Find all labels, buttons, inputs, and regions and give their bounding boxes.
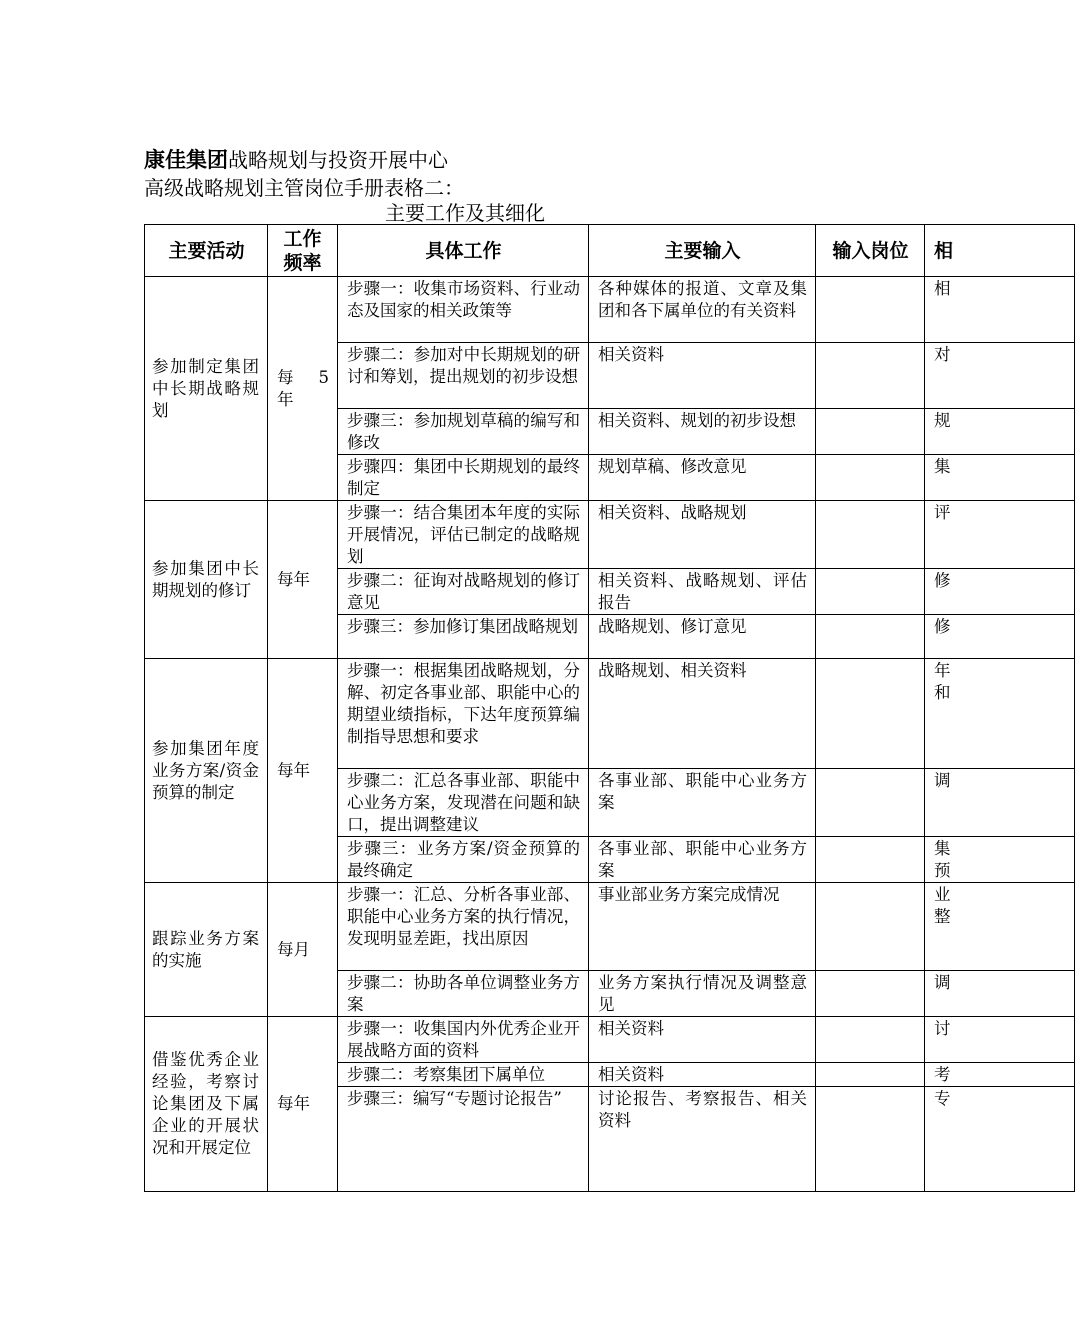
input-cell: 相关资料、战略规划 <box>589 501 816 569</box>
input-post-cell <box>816 409 925 455</box>
work-step-cell: 步骤三：业务方案/资金预算的最终确定 <box>338 837 589 883</box>
work-step-cell: 步骤四：集团中长期规划的最终制定 <box>338 455 589 501</box>
work-step-cell: 步骤一：汇总、分析各事业部、职能中心业务方案的执行情况，发现明显差距，找出原因 <box>338 883 589 971</box>
input-post-cell <box>816 615 925 659</box>
input-post-cell <box>816 569 925 615</box>
input-post-cell <box>816 277 925 343</box>
output-cell: 考 <box>925 1063 1075 1087</box>
work-step-cell: 步骤一：根据集团战略规划，分解、初定各事业部、职能中心的期望业绩指标，下达年度预算编制指导思想和要求 <box>338 659 589 769</box>
activity-cell: 参加集团年度业务方案/资金预算的制定 <box>145 659 268 883</box>
activity-cell: 借鉴优秀企业经验，考察讨论集团及下属企业的开展状况和开展定位 <box>145 1017 268 1192</box>
column-header-output: 相 <box>925 225 1075 277</box>
document-header <box>144 146 448 174</box>
input-post-cell <box>816 659 925 769</box>
output-cell: 调 <box>925 971 1075 1017</box>
department-name: 战略规划与投资开展中心 <box>228 148 448 172</box>
frequency-cell: 每年 <box>268 659 338 883</box>
input-post-cell <box>816 971 925 1017</box>
input-cell: 各事业部、职能中心业务方案 <box>589 837 816 883</box>
input-cell: 相关资料、战略规划、评估报告 <box>589 569 816 615</box>
output-cell: 相 <box>925 277 1075 343</box>
output-cell: 业 整 <box>925 883 1075 971</box>
work-step-cell: 步骤一：收集国内外优秀企业开展战略方面的资料 <box>338 1017 589 1063</box>
table-row <box>145 1017 1075 1063</box>
company-name: 康佳集团 <box>144 148 228 172</box>
column-header-activity: 主要活动 <box>145 225 268 277</box>
table-row <box>145 659 1075 769</box>
output-cell: 集 预 <box>925 837 1075 883</box>
frequency-cell: 每年 <box>268 501 338 659</box>
input-post-cell <box>816 883 925 971</box>
activity-cell: 参加制定集团中长期战略规划 <box>145 277 268 501</box>
input-post-cell <box>816 343 925 409</box>
input-cell: 相关资料 <box>589 1017 816 1063</box>
column-header-input: 主要输入 <box>589 225 816 277</box>
input-cell: 相关资料 <box>589 1063 816 1087</box>
input-cell: 相关资料、规划的初步设想 <box>589 409 816 455</box>
table-row <box>145 501 1075 569</box>
input-post-cell <box>816 769 925 837</box>
output-cell: 规 <box>925 409 1075 455</box>
input-post-cell <box>816 501 925 569</box>
work-breakdown-table-container <box>144 224 954 1192</box>
output-cell: 集 <box>925 455 1075 501</box>
work-step-cell: 步骤二：征询对战略规划的修订意见 <box>338 569 589 615</box>
work-step-cell: 步骤二：汇总各事业部、职能中心业务方案，发现潜在问题和缺口，提出调整建议 <box>338 769 589 837</box>
input-cell: 各事业部、职能中心业务方案 <box>589 769 816 837</box>
input-cell: 规划草稿、修改意见 <box>589 455 816 501</box>
activity-cell: 跟踪业务方案的实施 <box>145 883 268 1017</box>
input-cell: 相关资料 <box>589 343 816 409</box>
work-step-cell: 步骤二：协助各单位调整业务方案 <box>338 971 589 1017</box>
column-header-work: 具体工作 <box>338 225 589 277</box>
input-post-cell <box>816 837 925 883</box>
table-header-row <box>145 225 1075 277</box>
work-step-cell: 步骤一：收集市场资料、行业动态及国家的相关政策等 <box>338 277 589 343</box>
table-row <box>145 883 1075 971</box>
frequency-cell: 每 5 年 <box>268 277 338 501</box>
work-step-cell: 步骤二：考察集团下属单位 <box>338 1063 589 1087</box>
input-post-cell <box>816 1063 925 1087</box>
input-post-cell <box>816 1017 925 1063</box>
output-cell: 专 <box>925 1087 1075 1192</box>
input-cell: 讨论报告、考察报告、相关资料 <box>589 1087 816 1192</box>
work-step-cell: 步骤三：编写“专题讨论报告” <box>338 1087 589 1192</box>
work-breakdown-table <box>144 224 1075 1192</box>
output-cell: 修 <box>925 615 1075 659</box>
output-cell: 调 <box>925 769 1075 837</box>
output-cell: 修 <box>925 569 1075 615</box>
output-cell: 年 和 <box>925 659 1075 769</box>
work-step-cell: 步骤三：参加修订集团战略规划 <box>338 615 589 659</box>
output-cell: 对 <box>925 343 1075 409</box>
table-body <box>145 277 1075 1192</box>
table-row <box>145 277 1075 343</box>
input-cell: 战略规划、相关资料 <box>589 659 816 769</box>
input-post-cell <box>816 455 925 501</box>
activity-cell: 参加集团中长期规划的修订 <box>145 501 268 659</box>
input-cell: 战略规划、修订意见 <box>589 615 816 659</box>
output-cell: 讨 <box>925 1017 1075 1063</box>
document-subtitle: 高级战略规划主管岗位手册表格二： <box>144 176 464 200</box>
table-title: 主要工作及其细化 <box>385 201 545 225</box>
work-step-cell: 步骤一：结合集团本年度的实际开展情况，评估已制定的战略规划 <box>338 501 589 569</box>
input-cell: 事业部业务方案完成情况 <box>589 883 816 971</box>
frequency-cell: 每年 <box>268 1017 338 1192</box>
input-post-cell <box>816 1087 925 1192</box>
frequency-cell: 每月 <box>268 883 338 1017</box>
column-header-input-post: 输入岗位 <box>816 225 925 277</box>
work-step-cell: 步骤二：参加对中长期规划的研讨和筹划，提出规划的初步设想 <box>338 343 589 409</box>
input-cell: 业务方案执行情况及调整意见 <box>589 971 816 1017</box>
column-header-frequency: 工作频率 <box>268 225 338 277</box>
work-step-cell: 步骤三：参加规划草稿的编写和修改 <box>338 409 589 455</box>
output-cell: 评 <box>925 501 1075 569</box>
input-cell: 各种媒体的报道、文章及集团和各下属单位的有关资料 <box>589 277 816 343</box>
